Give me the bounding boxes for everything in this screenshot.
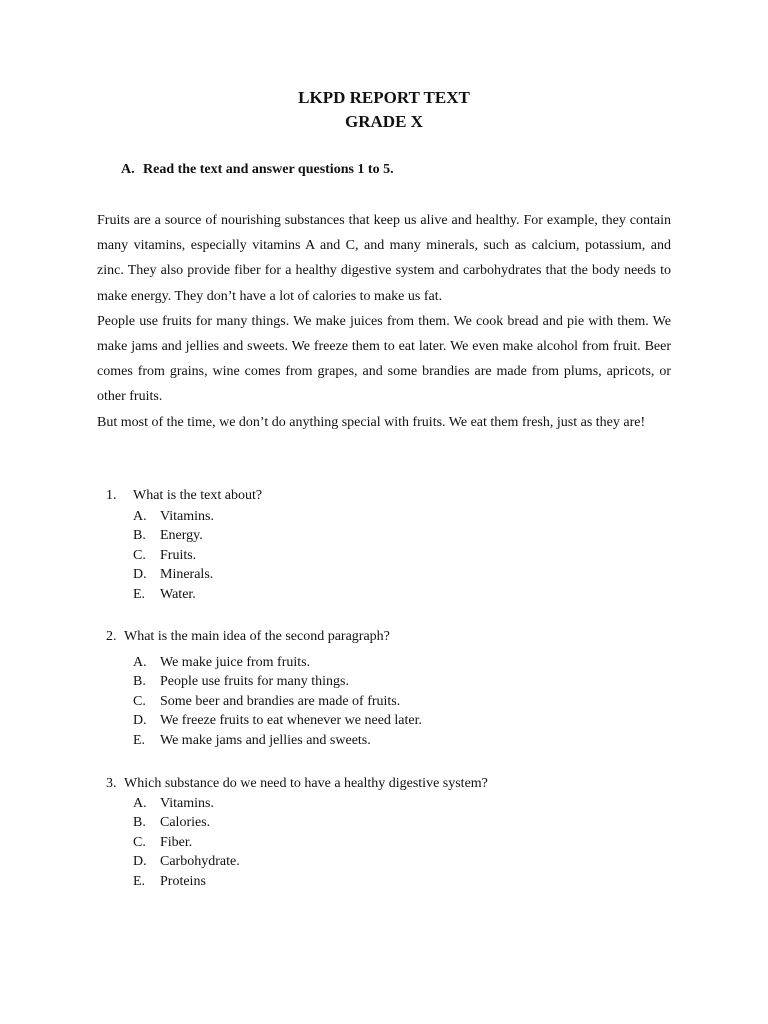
option-b xyxy=(133,526,214,545)
option-text: Vitamins. xyxy=(160,509,214,524)
option-b xyxy=(133,672,422,691)
option-text: Proteins xyxy=(160,873,206,889)
option-letter: D. xyxy=(133,854,147,870)
option-text: Carbohydrate. xyxy=(160,854,240,870)
question-2 xyxy=(106,629,390,645)
document-subtitle: GRADE X xyxy=(345,112,423,131)
option-letter: A. xyxy=(133,509,147,524)
option-text: Minerals. xyxy=(160,567,214,583)
question-3-number: 3. xyxy=(106,776,117,791)
option-d xyxy=(133,852,240,871)
option-letter: D. xyxy=(133,713,147,729)
option-letter: E. xyxy=(133,873,146,889)
paragraph-1: Fruits are a source of nourishing substances that keep us alive and healthy. For example, they contain many vitamins, especially vitamins A and C, and many minerals, such as calcium, potassium, and zinc. They also provide fiber for a healthy digestive system and carbohydrates that the body needs to make energy. They don’t have a lot of calories to make us fat. xyxy=(97,213,671,304)
question-2-text: What is the main idea of the second paragraph? xyxy=(124,629,390,644)
option-a xyxy=(133,794,240,813)
option-text: Fruits. xyxy=(160,547,197,563)
document-title: LKPD REPORT TEXT xyxy=(298,88,470,107)
option-text: Calories. xyxy=(160,815,211,831)
option-letter: A. xyxy=(133,655,147,670)
option-letter: D. xyxy=(133,567,147,583)
question-3-text: Which substance do we need to have a healthy digestive system? xyxy=(124,776,488,791)
option-letter: B. xyxy=(133,528,146,544)
option-text: Fiber. xyxy=(160,834,193,850)
option-letter: E. xyxy=(133,586,146,602)
option-a xyxy=(133,653,422,672)
paragraph-3: But most of the time, we don’t do anything special with fruits. We eat them fresh, just as they are! xyxy=(97,414,646,430)
option-d xyxy=(133,565,214,584)
option-c xyxy=(133,692,422,711)
question-2-number: 2. xyxy=(106,629,117,644)
option-a xyxy=(133,507,214,526)
question-1-number: 1. xyxy=(106,488,117,503)
question-3-options xyxy=(133,794,240,891)
option-letter: B. xyxy=(133,815,146,831)
option-text: We freeze fruits to eat whenever we need later. xyxy=(160,713,423,729)
option-c xyxy=(133,546,214,565)
question-3 xyxy=(106,776,488,792)
question-1-options xyxy=(133,507,214,604)
option-letter: C. xyxy=(133,547,146,563)
option-e xyxy=(133,731,422,750)
question-1 xyxy=(106,488,262,504)
option-text: We make jams and jellies and sweets. xyxy=(160,732,371,748)
section-instruction xyxy=(121,162,394,178)
option-c xyxy=(133,833,240,852)
option-text: People use fruits for many things. xyxy=(160,674,349,690)
option-letter: C. xyxy=(133,693,146,709)
option-e xyxy=(133,585,214,604)
option-letter: E. xyxy=(133,732,146,748)
option-text: Some beer and brandies are made of fruits. xyxy=(160,693,401,709)
reading-text xyxy=(97,208,671,435)
option-e xyxy=(133,872,240,891)
section-instruction-text: Read the text and answer questions 1 to 5. xyxy=(143,162,394,177)
option-letter: C. xyxy=(133,834,146,850)
question-1-text: What is the text about? xyxy=(133,488,263,503)
option-text: Vitamins. xyxy=(160,796,214,811)
option-text: Water. xyxy=(160,586,196,602)
section-letter: A. xyxy=(121,162,135,177)
question-2-options xyxy=(133,653,422,750)
option-text: We make juice from fruits. xyxy=(160,655,311,670)
option-letter: B. xyxy=(133,674,146,690)
option-letter: A. xyxy=(133,796,147,811)
option-d xyxy=(133,711,422,730)
option-b xyxy=(133,813,240,832)
option-text: Energy. xyxy=(160,528,203,544)
paragraph-2: People use fruits for many things. We make juices from them. We cook bread and pie with them. We make jams and jellies and sweets. We freeze them to eat later. We even make alcohol from fruit. Beer comes from grains, wine comes from grapes, and some brandies are made from plums, apricots, or other fruits. xyxy=(97,313,671,405)
